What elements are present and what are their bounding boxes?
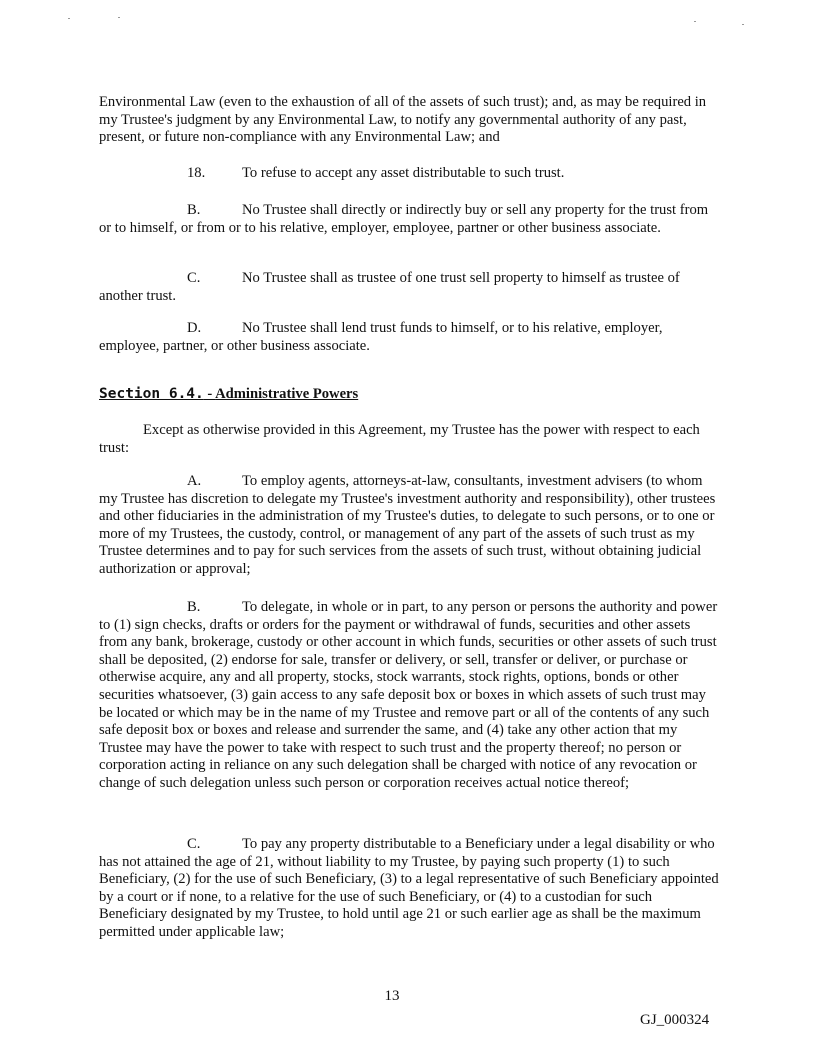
item-text: No Trustee shall as trustee of one trust sell property to himself as trustee of another trust. [99, 270, 680, 304]
paragraph-item-d-restriction [99, 320, 721, 355]
section-separator: - [203, 386, 216, 402]
section-number: Section 6.4. [99, 386, 204, 402]
item-label: D. [187, 320, 202, 336]
paragraph-environmental-law: Environmental Law (even to the exhaustion of all of the assets of such trust); and, as may be required in my Trustee's judgment by any Environmental Law, to notify any governmental authority of any past, present, or future non-compliance with any Environmental Law; and [99, 94, 707, 146]
item-label: C. [187, 836, 201, 852]
item-label: A. [187, 473, 202, 489]
bates-number: GJ_000324 [640, 1012, 710, 1028]
power-item-c [99, 836, 721, 942]
item-text: To pay any property distributable to a Beneficiary under a legal disability or who has not attained the age of 21, without liability to my Trustee, by paying such property (1) to such Beneficiary, (2) for the use of such Beneficiary, (3) to a legal representative of such Beneficiary appointed by a court or if none, to a relative for the use of such Beneficiary, or (4) to a custodian for such Beneficiary designated by my Trustee, to hold until age 21 or such earlier age as shall be the maximum permitted under applicable law; [99, 836, 719, 940]
section-heading [99, 386, 721, 404]
intro-text: Except as otherwise provided in this Agreement, my Trustee has the power with respect to each trust: [99, 422, 700, 456]
item-text: To refuse to accept any asset distributable to such trust. [242, 165, 565, 181]
scan-speck [68, 18, 70, 19]
item-label: B. [187, 202, 201, 218]
item-label: B. [187, 599, 201, 615]
paragraph-item-c-restriction [99, 270, 721, 305]
item-text: To delegate, in whole or in part, to any person or persons the authority and power to (1) sign checks, drafts or orders for the payment or withdrawal of funds, securities and other assets from any bank, brokerage, custody or other account in which funds, securities or other assets of such trust shall be deposited, (2) endorse for sale, transfer or delivery, or sell, transfer or deliver, or purchase or otherwise acquire, any and all property, stocks, stock warrants, stock rights, options, bonds or other securities whatsoever, (3) gain access to any safe deposit box or boxes in which assets of such trust may be located or which may be in the name of my Trustee and remove part or all of the contents of any such safe deposit box or boxes and release and surrender the same, and (4) take any other action that my Trustee may have the power to take with respect to such trust and the property thereof; no person or corporation acting in reliance on any such delegation shall be charged with notice of any revocation or change of such delegation unless such person or corporation receives actual notice thereof; [99, 599, 718, 791]
item-label: C. [187, 270, 201, 286]
section-title: Administrative Powers [215, 386, 359, 402]
item-text: To employ agents, attorneys-at-law, consultants, investment advisers (to whom my Trustee has discretion to delegate my Trustee's investment authority and responsibility), other trustees and other fiduciaries in the administration of my Trustee's duties, to delegate to such persons, or to one or more of my Trustees, the custody, control, or management of any part of the assets of such trust as my Trustee determines and to pay for such services from the assets of such trust, without obtaining judicial authorization or approval; [99, 473, 716, 577]
power-item-a [99, 473, 721, 579]
scan-speck [742, 24, 744, 25]
item-label: 18. [187, 165, 206, 181]
item-text: No Trustee shall directly or indirectly buy or sell any property for the trust from or to himself, or from or to his relative, employer, employee, partner or other business associate. [99, 202, 709, 236]
power-item-b [99, 599, 721, 793]
paragraph-item-b-restriction [99, 202, 721, 237]
paragraph-item-18 [99, 165, 721, 183]
scan-speck [118, 17, 120, 18]
page-number: 13 [384, 988, 400, 1004]
scan-speck [694, 21, 696, 22]
section-intro [99, 422, 721, 457]
item-text: No Trustee shall lend trust funds to himself, or to his relative, employer, employee, partner, or other business associate. [99, 320, 663, 354]
